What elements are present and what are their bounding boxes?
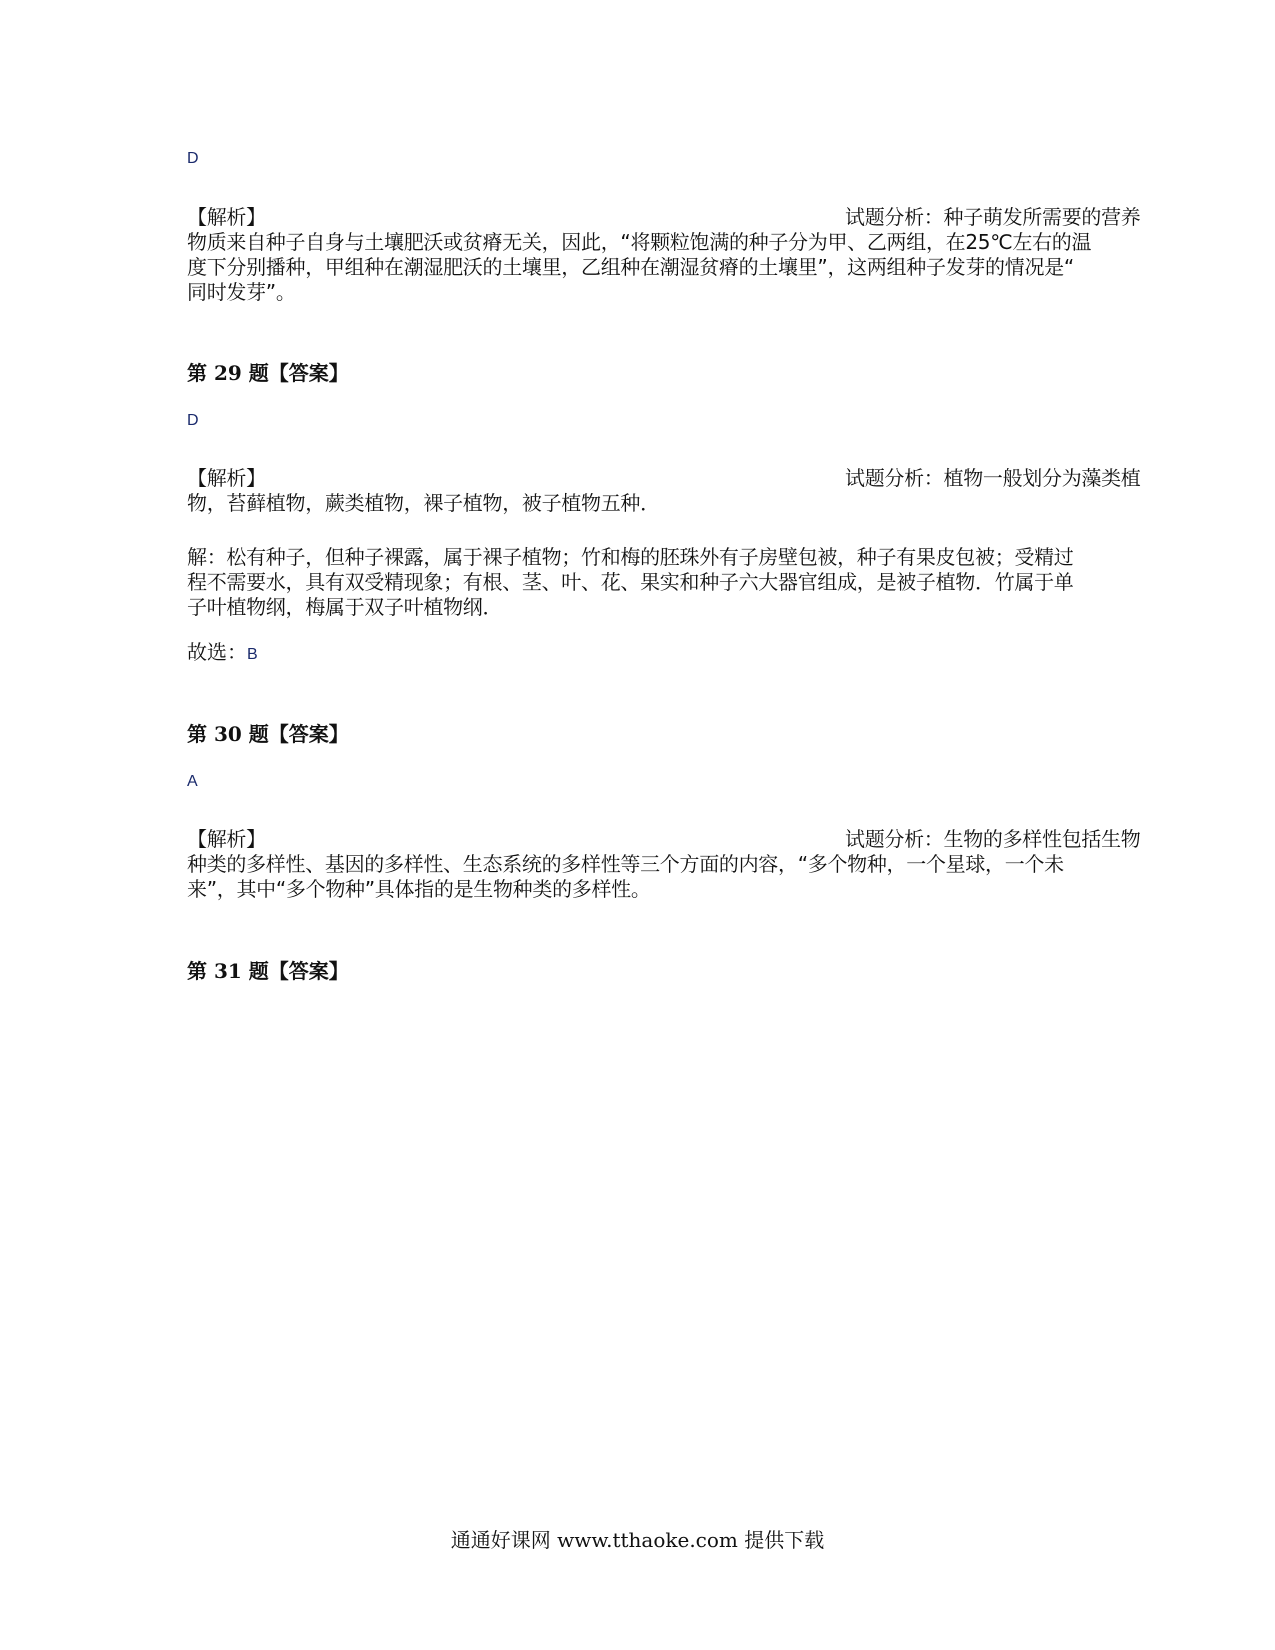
analysis-block <box>187 827 1170 902</box>
page-footer: 通通好课网 www.tthaoke.com 提供下载 <box>450 1528 825 1552</box>
analysis-label: 【解析】 <box>187 466 266 490</box>
answer-letter: A <box>187 773 198 790</box>
answer-letter: D <box>187 412 199 429</box>
analysis-line: 物，苔藓植物，蕨类植物，裸子植物，被子植物五种． <box>187 491 660 515</box>
analysis-header-row <box>187 466 1170 491</box>
analysis-line: 物质来自种子自身与土壤肥沃或贫瘠无关，因此，“将颗粒饱满的种子分为甲、乙两组，在25℃左右的温 <box>187 230 1092 254</box>
analysis-header-row <box>187 205 1170 230</box>
choice-label: 故选： <box>187 640 247 664</box>
question-heading-29: 第 29 题【答案】 <box>187 361 349 385</box>
question-heading-30: 第 30 题【答案】 <box>187 722 349 746</box>
analysis-line: 同时发芽”。 <box>187 280 296 304</box>
solution-line: 程不需要水，具有双受精现象；有根、茎、叶、花、果实和种子六大器官组成，是被子植物．竹属于单 <box>187 570 1074 594</box>
analysis-label: 【解析】 <box>187 205 266 229</box>
question-heading-31: 第 31 题【答案】 <box>187 959 349 983</box>
analysis-lead: 试题分析：生物的多样性包括生物 <box>845 827 1141 851</box>
analysis-block <box>187 466 1170 516</box>
solution-line: 子叶植物纲，梅属于双子叶植物纲． <box>187 595 503 619</box>
solution-line: 解：松有种子，但种子裸露，属于裸子植物；竹和梅的胚珠外有子房壁包被，种子有果皮包被；受精过 <box>187 545 1074 569</box>
analysis-line: 来”，其中“多个物种”具体指的是生物种类的多样性。 <box>187 877 651 901</box>
analysis-lead: 试题分析：植物一般划分为藻类植 <box>845 466 1141 490</box>
analysis-header-row <box>187 827 1170 852</box>
analysis-line: 度下分别播种，甲组种在潮湿肥沃的土壤里，乙组种在潮湿贫瘠的土壤里”，这两组种子发芽的情况是“ <box>187 255 1074 279</box>
solution-paragraph <box>187 545 1170 620</box>
analysis-line: 种类的多样性、基因的多样性、生态系统的多样性等三个方面的内容，“多个物种，一个星球，一个未 <box>187 852 1064 876</box>
analysis-lead: 试题分析：种子萌发所需要的营养 <box>845 205 1141 229</box>
analysis-label: 【解析】 <box>187 827 266 851</box>
answer-letter: D <box>187 150 199 167</box>
choice-value: B <box>247 646 258 663</box>
analysis-block <box>187 205 1170 305</box>
final-choice <box>187 640 258 667</box>
